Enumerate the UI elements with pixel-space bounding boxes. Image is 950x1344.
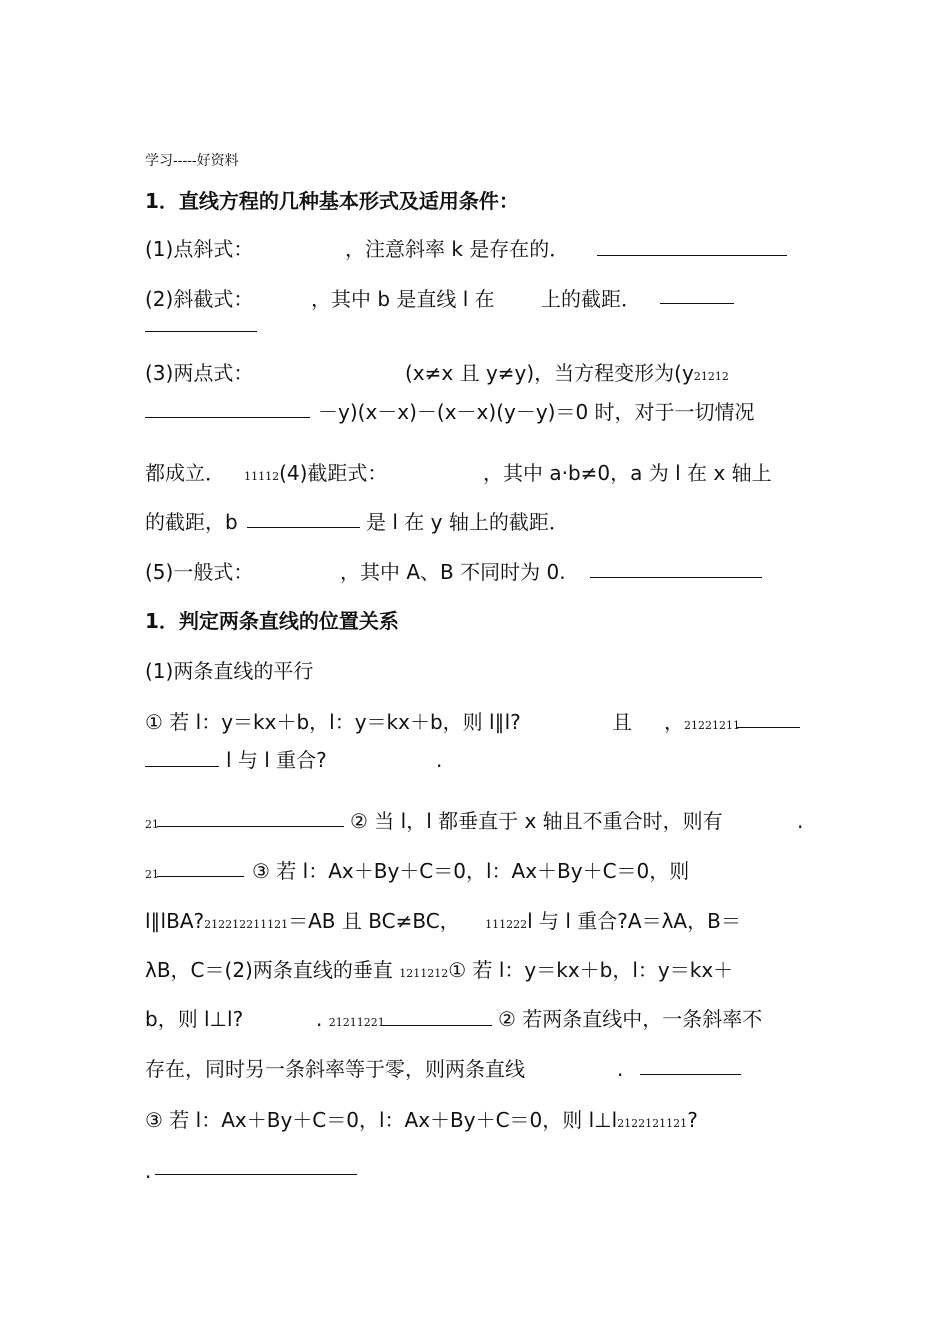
page-header: 学习-----好资料 [145,153,239,169]
point-slope-label: (1)点斜式： [145,237,254,261]
perpendicular-rule-2-period: . [617,1057,624,1081]
blank-line [247,527,360,528]
intercept-form-note: ，其中 a·b≠0，a 为 l 在 x 轴上 [483,461,772,485]
perpendicular-heading-line: λB，C＝(2)两条直线的垂直 1211212① 若 l：y＝kx＋b，l：y＝kx＋ [145,958,734,982]
blank-line [660,303,734,304]
blank-line [590,577,762,578]
slope-intercept-label: (2)斜截式： [145,287,254,311]
slope-intercept-note-end: 上的截距． [541,287,641,311]
perpendicular-rule-2-cont: 存在，同时另一条斜率等于零，则两条直线 [145,1057,525,1081]
perpendicular-rule-1: b，则 l⊥l? [145,1007,244,1031]
intercept-form-line: 都成立． 11112(4)截距式： [145,461,388,485]
blank-line [145,331,257,332]
general-form-note: ，其中 A、B 不同时为 0. [340,560,566,584]
blank-line [382,1025,492,1026]
blank-line [145,766,219,767]
parallel-heading: (1)两条直线的平行 [145,659,314,683]
two-point-transform: －y)(x－x)－(x－x)(y－y)＝0 时，对于一切情况 [318,400,755,424]
slope-intercept-note: ，其中 b 是直线 l 在 [311,287,495,311]
parallel-rule-1: ① 若 l：y＝kx＋b，l：y＝kx＋b，则 l∥l? [145,710,521,734]
intercept-b-note: 是 l 在 y 轴上的截距． [366,510,569,534]
two-point-condition: (x≠x 且 y≠y)，当方程变形为(y21212 [405,361,729,385]
point-slope-line [145,236,253,262]
blank-line [597,255,787,256]
coincide-period: . [436,748,443,772]
point-slope-note: ，注意斜率 k 是存在的． [345,237,570,261]
vertical-rule-2: ② 当 l，l 都垂直于 x 轴且不重合时，则有 [350,809,723,833]
blank-line [640,1074,741,1075]
parallel-comma: ，21221211 [664,710,740,734]
intercept-b-line: 的截距，b [145,510,238,534]
final-blank-line: . [145,1159,152,1183]
parallel-and: 且 [612,710,632,734]
section-1-title: 1．直线方程的几种基本形式及适用条件： [145,189,519,213]
blank-line [157,826,344,827]
general-parallel-rule-3: ③ 若 l：Ax＋By＋C＝0，l：Ax＋By＋C＝0，则 [252,859,690,883]
general-form-label: (5)一般式： [145,560,254,584]
vertical-rule-line: 21 [145,818,159,831]
perpendicular-rule-2: ② 若两条直线中，一条斜率不 [498,1007,763,1031]
blank-line [145,417,310,418]
blank-line [157,876,244,877]
perpendicular-rule-3: ③ 若 l：Ax＋By＋C＝0，l：Ax＋By＋C＝0，则 l⊥l2122121121? [145,1108,698,1132]
vertical-rule-period: . [797,809,804,833]
general-parallel-line: 21 [145,868,159,881]
blank-line [736,727,800,728]
general-parallel-condition: l∥lBA?212212211121＝AB 且 BC≠BC， 111222l 与 l 重合?A＝λA，B＝ [145,909,741,933]
blank-line [155,1174,357,1175]
coincide-condition: l 与 l 重合? [226,748,327,772]
section-2-title: 1．判定两条直线的位置关系 [145,609,399,633]
perpendicular-rule-1-end: . 21211221 [316,1007,385,1031]
two-point-label: (3)两点式： [145,361,254,385]
